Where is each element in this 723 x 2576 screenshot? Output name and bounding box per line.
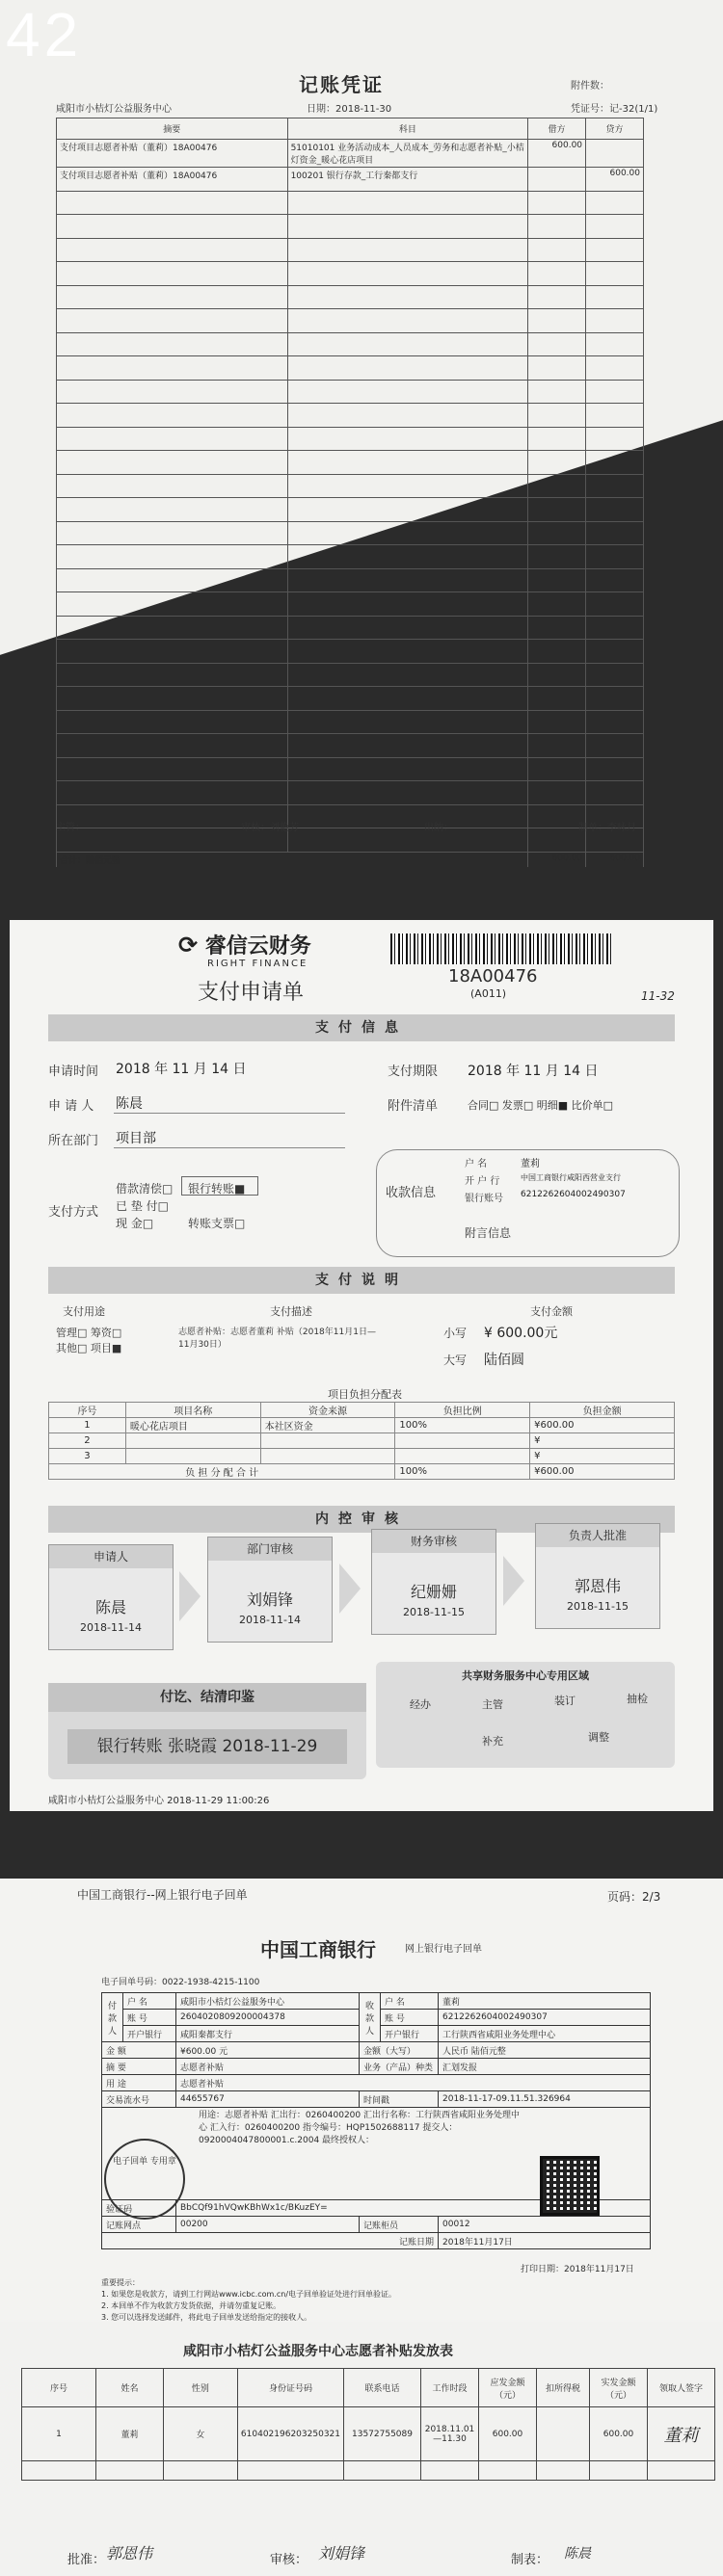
- step-head: 申请人: [49, 1545, 173, 1568]
- footer-supervisor: 主管：: [56, 823, 85, 833]
- field-label: 开户银行: [123, 2026, 176, 2042]
- empty-row: [57, 215, 644, 239]
- shared-item: 装订: [554, 1695, 576, 1707]
- desc-header: 支付描述: [270, 1305, 312, 1318]
- col-header: 姓名: [95, 2369, 163, 2407]
- audit-step-director: [535, 1523, 660, 1629]
- field-label: 记账日期: [102, 2233, 439, 2249]
- field-label: 交易流水号: [102, 2091, 176, 2108]
- split-cell: [260, 1433, 395, 1449]
- voucher-org: 咸阳市小桔灯公益服务中心: [56, 104, 172, 115]
- col-header: 扣所得税: [537, 2369, 590, 2407]
- voucher-date: 日期：2018-11-30: [307, 104, 392, 115]
- split-header: 资金来源: [260, 1403, 395, 1418]
- footer-reviewer: 审核：刘艳芳: [241, 823, 299, 833]
- split-cell: 2: [49, 1433, 126, 1449]
- preparer-signature: 陈晨: [564, 2546, 591, 2562]
- col-header: 性别: [163, 2369, 237, 2407]
- split-header: 负担金额: [530, 1403, 675, 1418]
- step-name: 刘娟锋: [246, 1590, 293, 1609]
- payment-request: [10, 920, 713, 1811]
- subsidy-form: [0, 2322, 723, 2576]
- summary: 志愿者补贴: [176, 2059, 360, 2075]
- bank-receipt: [0, 1879, 723, 2331]
- col-debit: 借方: [528, 118, 586, 140]
- empty-row: [57, 687, 644, 711]
- logo-icon: ⟳: [178, 932, 199, 959]
- apply-time-value: 2018 年 11 月 14 日: [116, 1062, 247, 1077]
- note-line: 重要提示：: [101, 2278, 140, 2287]
- payer-label: 付款人: [102, 1993, 123, 2042]
- big-label: 大写: [443, 1354, 468, 1367]
- barcode-sub: (A011): [470, 987, 507, 1000]
- col-header: 身份证号码: [237, 2369, 343, 2407]
- step-name: 纪姗姗: [410, 1583, 457, 1601]
- method-option-bank: 银行转账■: [188, 1182, 246, 1196]
- use: 志愿者补贴: [176, 2075, 651, 2091]
- row-summary: 支付项目志愿者补贴（董莉）18A00476: [57, 140, 288, 168]
- empty-row: [57, 521, 644, 545]
- audit-step-applicant: [48, 1544, 174, 1650]
- total-credit: 600.00: [586, 852, 644, 867]
- empty-row: [57, 592, 644, 617]
- arrow-icon: [339, 1564, 361, 1614]
- cell-no: 1: [22, 2407, 96, 2461]
- empty-row: [57, 191, 644, 215]
- split-total-ratio: 100%: [395, 1464, 530, 1480]
- memo: 用途：志愿者补贴 汇出行：0260400200 汇出行名称：工行陕西省咸阳业务处理中心 汇入行：0260400200 指令编号：HQP1502688117 提交人：0920004047800001.c.2004 最终授权人：: [102, 2108, 651, 2200]
- dept-label: 所在部门: [48, 1134, 99, 1148]
- receiver-acct-label: 银行账号: [465, 1194, 503, 1204]
- shared-box: [376, 1662, 675, 1768]
- split-cell: ¥600.00: [530, 1418, 675, 1433]
- note-line: 1. 如果您是收款方，请到工行网站www.icbc.com.cn/电子回单验证处进行回单验证。: [101, 2290, 397, 2299]
- col-credit: 贷方: [586, 118, 644, 140]
- field-label: 户 名: [123, 1993, 176, 2010]
- empty-row: [57, 804, 644, 828]
- brand-name: 睿信云财务: [204, 934, 311, 959]
- shared-item: 调整: [588, 1731, 609, 1744]
- shared-item: 主管: [482, 1698, 503, 1711]
- split-cell: ¥: [530, 1433, 675, 1449]
- payee-bank: 工行陕西省咸阳业务处理中心: [439, 2026, 651, 2042]
- empty-row: [57, 640, 644, 664]
- receiver-name: 董莉: [521, 1159, 540, 1170]
- split-cell: [125, 1449, 260, 1464]
- receipt-number: 电子回单号码：0022-1938-4215-1100: [101, 1978, 260, 1987]
- subsidy-table: [21, 2368, 715, 2481]
- section-payment-desc: 支付说明: [48, 1267, 675, 1294]
- empty-row: [57, 568, 644, 592]
- method-option-check: 转账支票□: [188, 1217, 246, 1230]
- receipt-subtitle: 网上银行电子回单: [405, 1944, 482, 1955]
- cell-period: 2018.11.01—11.30: [421, 2407, 479, 2461]
- split-header: 负担比例: [395, 1403, 530, 1418]
- cell-id: 610402196203250321: [237, 2407, 343, 2461]
- split-cell: 100%: [395, 1418, 530, 1433]
- col-header: 领取人签字: [648, 2369, 715, 2407]
- receiver-label: 收款信息: [386, 1186, 437, 1200]
- receipt-stamp: 电子回单 专用章: [104, 2139, 185, 2220]
- row-summary: 支付项目志愿者补贴（董莉）18A00476: [57, 168, 288, 192]
- voucher-attachments: 附件数：: [571, 81, 609, 92]
- voucher-table: [56, 118, 644, 867]
- barcode: [390, 933, 612, 964]
- total-label: 合计：陆佰元整: [57, 852, 528, 867]
- split-cell: 本社区资金: [260, 1418, 395, 1433]
- empty-row: [57, 545, 644, 569]
- teller: 00012: [439, 2217, 651, 2233]
- note-line: 2. 本回单不作为收款方发货依据，并请勿重复记账。: [101, 2301, 281, 2310]
- table-row: [57, 140, 644, 168]
- print-date: 打印日期：2018年11月17日: [521, 2265, 634, 2274]
- table-row: [49, 1449, 675, 1464]
- empty-row: [57, 757, 644, 781]
- arrow-icon: [503, 1556, 524, 1606]
- empty-row: [57, 498, 644, 522]
- method-option: 现 金□: [116, 1217, 154, 1230]
- empty-row: [57, 332, 644, 356]
- payee-name: 董莉: [439, 1993, 651, 2010]
- table-row: [49, 1433, 675, 1449]
- receiver-acct: 6212262604002490307: [521, 1190, 626, 1199]
- split-header: 序号: [49, 1403, 126, 1418]
- small-label: 小写: [443, 1327, 468, 1340]
- method-label: 支付方式: [48, 1205, 99, 1220]
- applicant-value: 陈晨: [116, 1096, 143, 1112]
- col-account: 科目: [287, 118, 528, 140]
- settle-box: [48, 1683, 366, 1779]
- step-date: 2018-11-15: [567, 1600, 629, 1613]
- empty-row: [57, 451, 644, 475]
- field-label: 摘 要: [102, 2059, 176, 2075]
- field-label: 时间戳: [360, 2091, 439, 2108]
- empty-row: [57, 427, 644, 451]
- row-account: 51010101 业务活动成本_人员成本_劳务和志愿者补贴_小桔灯资金_暖心花店项目: [287, 140, 528, 168]
- arrow-icon: [179, 1571, 201, 1621]
- purpose-option: 其他□ 项目■: [56, 1342, 122, 1354]
- voucher-title: 记账凭证: [299, 73, 384, 96]
- section-audit: 内控审核: [48, 1506, 675, 1533]
- cell-paid: 600.00: [590, 2407, 648, 2461]
- split-total-amount: ¥600.00: [530, 1464, 675, 1480]
- split-cell: [125, 1433, 260, 1449]
- col-header: 联系电话: [344, 2369, 421, 2407]
- total-debit: 600.00: [528, 852, 586, 867]
- split-cell: [395, 1449, 530, 1464]
- section-payment-info: 支付信息: [48, 1014, 675, 1041]
- empty-row: [57, 356, 644, 381]
- empty-row: [57, 781, 644, 805]
- audit-step-dept: [207, 1537, 333, 1643]
- field-label: 户 名: [381, 1993, 439, 2010]
- step-head: 部门审核: [208, 1538, 332, 1561]
- field-label: 记账柜员: [360, 2217, 439, 2233]
- settle-label: 付讫、结清印鉴: [48, 1683, 366, 1712]
- booking-date: 2018年11月17日: [439, 2233, 651, 2249]
- receipt-notes: [101, 2277, 396, 2324]
- row-account: 100201 银行存款_工行秦都支行: [287, 168, 528, 192]
- approver-label: 批准：: [67, 2553, 106, 2567]
- underline: [114, 1113, 345, 1114]
- cell-phone: 13572755089: [344, 2407, 421, 2461]
- step-date: 2018-11-14: [80, 1621, 142, 1634]
- cell-gender: 女: [163, 2407, 237, 2461]
- split-cell: [395, 1433, 530, 1449]
- desc-text: 志愿者补贴：志愿者董莉 补贴（2018年11月1日—11月30日）: [178, 1327, 376, 1350]
- table-row: [49, 1418, 675, 1433]
- split-table: [48, 1402, 675, 1480]
- empty-row: [57, 663, 644, 687]
- audit-step-finance: [371, 1529, 496, 1635]
- purpose-option: 管理□ 筹资□: [56, 1327, 122, 1339]
- handwritten-note: 11-32: [641, 989, 675, 1003]
- split-header: 项目名称: [125, 1403, 260, 1418]
- field-label: 记账网点: [102, 2217, 176, 2233]
- empty-row: [57, 404, 644, 428]
- split-cell: [260, 1449, 395, 1464]
- cell-due: 600.00: [479, 2407, 537, 2461]
- preparer-label: 制表：: [511, 2553, 549, 2567]
- total-row: [57, 852, 644, 867]
- qr-code-icon: [540, 2156, 600, 2216]
- empty-row: [57, 474, 644, 498]
- brand-logo: [178, 930, 311, 959]
- small-amount: ¥ 600.00元: [484, 1326, 558, 1341]
- payreq-footer: 咸阳市小桔灯公益服务中心 2018-11-29 11:00:26: [48, 1796, 270, 1806]
- split-cell: ¥: [530, 1449, 675, 1464]
- field-label: 金 额: [102, 2042, 176, 2059]
- row-debit: [528, 168, 586, 192]
- voucher-number: 凭证号：记-32(1/1): [571, 104, 658, 115]
- reviewer-signature: 刘娟锋: [318, 2544, 365, 2563]
- note-line: 3. 您可以选择发送邮件，将此电子回单发送给指定的接收人。: [101, 2313, 312, 2322]
- auth-code: BbCQf91hVQwKBhWx1c/BKuzEY=: [176, 2200, 651, 2217]
- empty-row: [57, 238, 644, 262]
- accounting-voucher: [0, 0, 723, 867]
- empty-row: [57, 734, 644, 758]
- receipt-header: 中国工商银行--网上银行电子回单: [77, 1888, 248, 1902]
- biz-type: 汇划发报: [439, 2059, 651, 2075]
- big-amount: 陆佰圆: [484, 1353, 524, 1368]
- desc-header: 支付金额: [530, 1305, 573, 1318]
- field-label: 账 号: [381, 2010, 439, 2026]
- split-cell: 暖心花店项目: [125, 1418, 260, 1433]
- step-name: 郭恩伟: [574, 1577, 621, 1595]
- step-head: 负责人批准: [536, 1524, 659, 1547]
- amount-big: 人民币 陆佰元整: [439, 2042, 651, 2059]
- footer-preparer: 制单：李咏月: [578, 823, 636, 833]
- apply-time-label: 申请时间: [48, 1065, 99, 1079]
- underline: [114, 1147, 345, 1148]
- field-label: 开户银行: [381, 2026, 439, 2042]
- serial: 44655767: [176, 2091, 360, 2108]
- payer-bank: 咸阳秦都支行: [176, 2026, 360, 2042]
- net: 00200: [176, 2217, 360, 2233]
- receipt-page: 页码：2/3: [607, 1890, 661, 1904]
- receiver-bank-label: 开 户 行: [465, 1176, 500, 1187]
- cell-name: 董莉: [95, 2407, 163, 2461]
- step-head: 财务审核: [372, 1530, 495, 1553]
- receiver-name-label: 户 名: [465, 1159, 488, 1170]
- row-debit: 600.00: [528, 140, 586, 168]
- shared-item: 抽检: [627, 1693, 648, 1705]
- applicant-label: 申 请 人: [48, 1099, 94, 1114]
- payreq-title: 支付申请单: [198, 981, 305, 1005]
- col-header: 工作时段: [421, 2369, 479, 2407]
- col-header: 应发金额（元）: [479, 2369, 537, 2407]
- deadline-label: 支付期限: [388, 1065, 439, 1079]
- payer-acct: 2604020809200004378: [176, 2010, 360, 2026]
- step-name: 陈晨: [94, 1598, 126, 1617]
- cell-signature: 董莉: [648, 2407, 715, 2461]
- payee-acct: 6212262604002490307: [439, 2010, 651, 2026]
- field-label: 账 号: [123, 2010, 176, 2026]
- desc-header: 支付用途: [63, 1305, 105, 1318]
- split-total-label: 负 担 分 配 合 计: [49, 1464, 395, 1480]
- table-row: [22, 2407, 715, 2461]
- step-date: 2018-11-14: [239, 1614, 301, 1626]
- extra-label: 附言信息: [465, 1226, 512, 1240]
- split-cell: 3: [49, 1449, 126, 1464]
- empty-row: [57, 710, 644, 734]
- page-number: 42: [6, 0, 83, 69]
- approver-signature: 郭恩伟: [106, 2544, 153, 2563]
- dept-value: 项目部: [116, 1131, 156, 1146]
- method-option: 借款清偿□: [116, 1182, 174, 1196]
- field-label: 业务（产品）种类: [360, 2059, 439, 2075]
- subsidy-title: 咸阳市小桔灯公益服务中心志愿者补贴发放表: [183, 2344, 453, 2359]
- col-header: 序号: [22, 2369, 96, 2407]
- settle-text: 银行转账 张晓霞 2018-11-29: [67, 1729, 347, 1764]
- field-label: 金额（大写）: [360, 2042, 439, 2059]
- payer-name: 咸阳市小桔灯公益服务中心: [176, 1993, 360, 2010]
- empty-row: [57, 262, 644, 286]
- field-label: 验证码: [102, 2200, 176, 2217]
- row-credit: [586, 140, 644, 168]
- step-date: 2018-11-15: [403, 1606, 465, 1618]
- bank-name: 中国工商银行: [260, 1938, 376, 1961]
- empty-row: [57, 828, 644, 853]
- split-title: 项目负担分配表: [328, 1388, 402, 1401]
- footer-cashier: 出纳：: [424, 823, 453, 833]
- amount: ¥600.00 元: [176, 2042, 360, 2059]
- split-total-row: [49, 1464, 675, 1480]
- brand-en: RIGHT FINANCE: [207, 959, 308, 969]
- empty-row: [57, 285, 644, 309]
- barcode-number: 18A00476: [448, 966, 538, 986]
- empty-row: [57, 616, 644, 640]
- table-row: [57, 168, 644, 192]
- split-cell: 1: [49, 1418, 126, 1433]
- attach-label: 附件清单: [388, 1099, 439, 1114]
- field-label: 用 途: [102, 2075, 176, 2091]
- deadline-value: 2018 年 11 月 14 日: [468, 1064, 599, 1079]
- method-option: 已 垫 付□: [116, 1199, 169, 1213]
- empty-row: [57, 309, 644, 333]
- col-summary: 摘要: [57, 118, 288, 140]
- empty-row: [57, 380, 644, 404]
- shared-label: 共享财务服务中心专用区域: [462, 1669, 589, 1682]
- cell-tax: [537, 2407, 590, 2461]
- row-credit: 600.00: [586, 168, 644, 192]
- shared-item: 补充: [482, 1735, 503, 1748]
- timestamp: 2018-11-17-09.11.51.326964: [439, 2091, 651, 2108]
- payee-label: 收款人: [360, 1993, 381, 2042]
- receiver-bank: 中国工商银行咸阳西营业支行: [521, 1173, 621, 1182]
- reviewer-label: 审核：: [270, 2553, 308, 2567]
- shared-item: 经办: [410, 1698, 431, 1711]
- attach-options: 合同□ 发票□ 明细■ 比价单□: [468, 1099, 614, 1112]
- col-header: 实发金额（元）: [590, 2369, 648, 2407]
